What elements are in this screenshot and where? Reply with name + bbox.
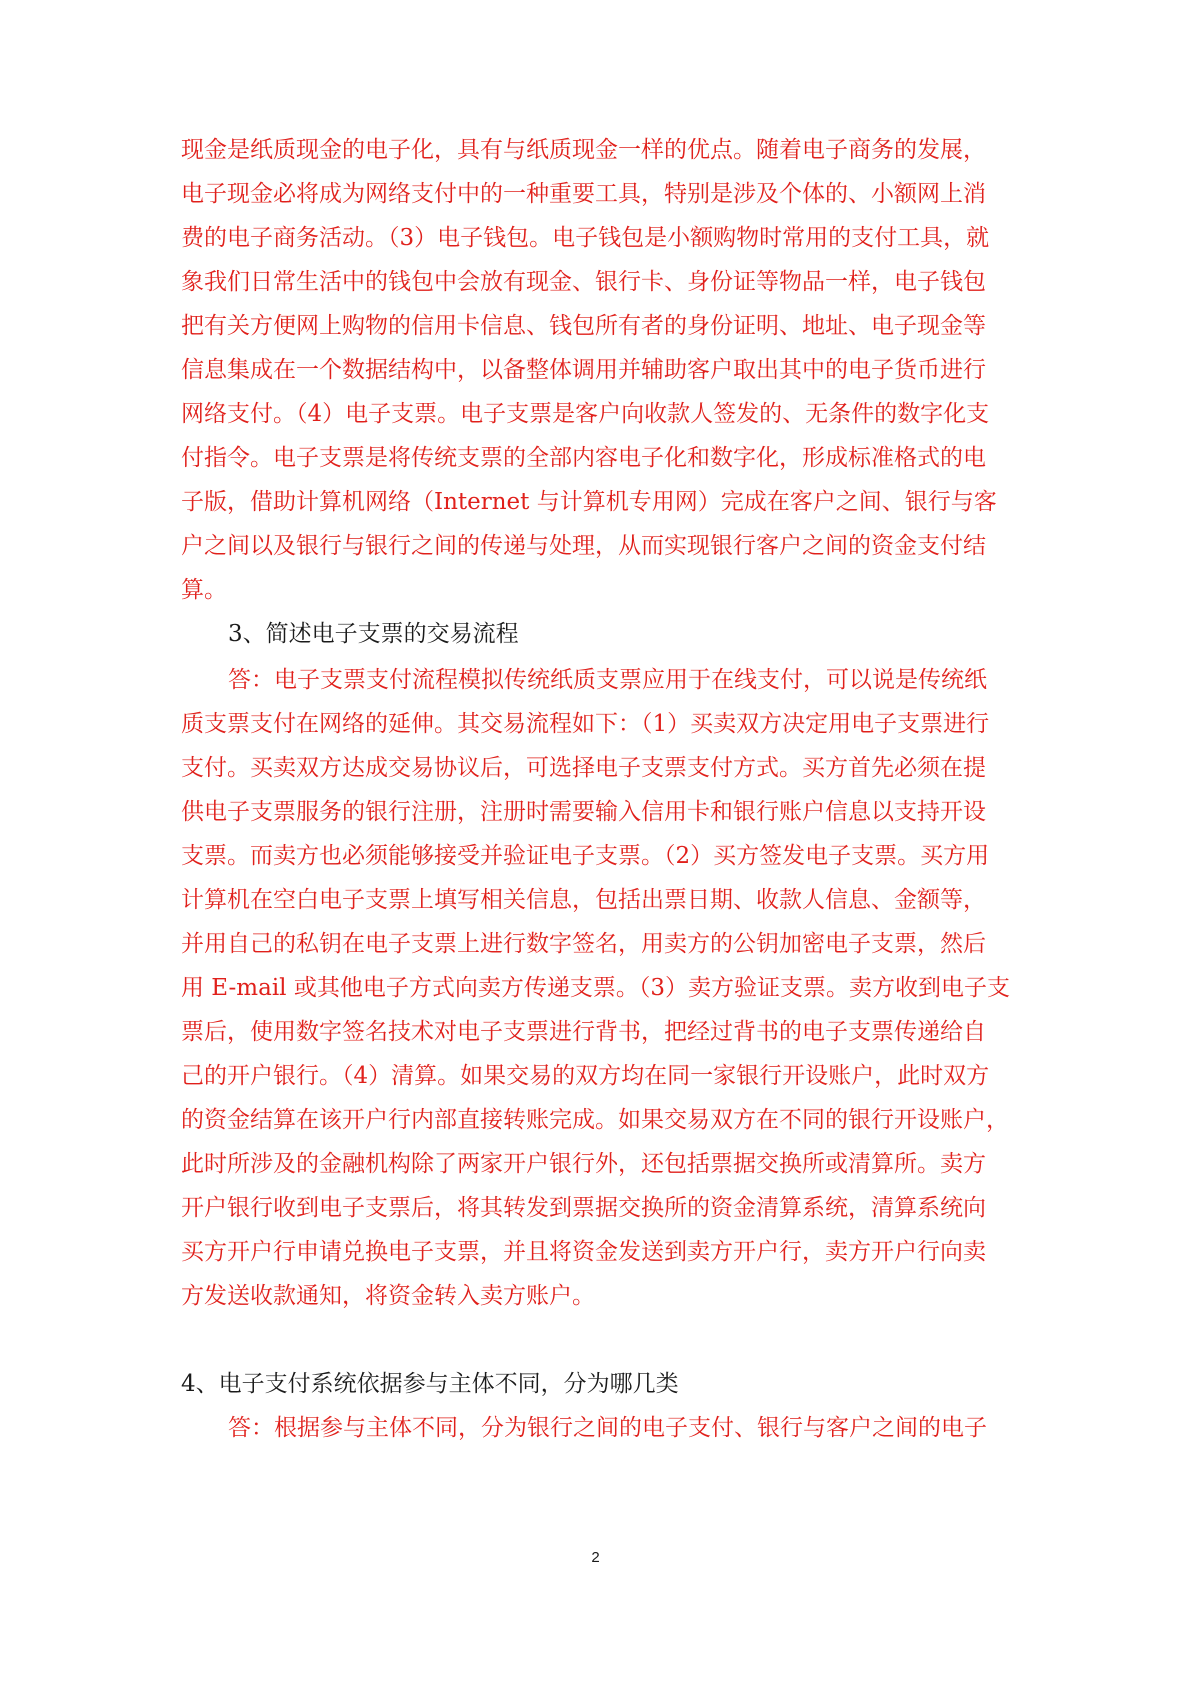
text-line: 买方开户行申请兑换电子支票，并且将资金发送到卖方开户行，卖方开户行向卖 <box>181 1239 986 1265</box>
text-line: 费的电子商务活动。（3）电子钱包。电子钱包是小额购物时常用的支付工具，就 <box>181 225 990 251</box>
text-line: 信息集成在一个数据结构中，以备整体调用并辅助客户取出其中的电子货币进行 <box>181 357 986 383</box>
text-line: 现金是纸质现金的电子化，具有与纸质现金一样的优点。随着电子商务的发展， <box>181 137 986 163</box>
text-line: 象我们日常生活中的钱包中会放有现金、银行卡、身份证等物品一样，电子钱包 <box>181 269 986 295</box>
text-line: 此时所涉及的金融机构除了两家开户银行外，还包括票据交换所或清算所。卖方 <box>181 1151 986 1177</box>
text-line: 户之间以及银行与银行之间的传递与处理，从而实现银行客户之间的资金支付结 <box>181 533 986 559</box>
text-line: 支票。而卖方也必须能够接受并验证电子支票。（2）买方签发电子支票。买方用 <box>181 843 990 869</box>
text-line: 答：电子支票支付流程模拟传统纸质支票应用于在线支付，可以说是传统纸 <box>228 667 987 693</box>
text-line: 供电子支票服务的银行注册，注册时需要输入信用卡和银行账户信息以支持开设 <box>181 799 986 825</box>
text-line: 己的开户银行。（4）清算。如果交易的双方均在同一家银行开设账户，此时双方 <box>181 1063 990 1089</box>
text-line: 并用自己的私钥在电子支票上进行数字签名，用卖方的公钥加密电子支票，然后 <box>181 931 986 957</box>
text-line: 把有关方便网上购物的信用卡信息、钱包所有者的身份证明、地址、电子现金等 <box>181 313 986 339</box>
text-line: 电子现金必将成为网络支付中的一种重要工具，特别是涉及个体的、小额网上消 <box>181 181 986 207</box>
text-line: 算。 <box>181 577 227 603</box>
text-line: 支付。买卖双方达成交易协议后，可选择电子支票支付方式。买方首先必须在提 <box>181 755 986 781</box>
text-line: 用 E-mail 或其他电子方式向卖方传递支票。（3）卖方验证支票。卖方收到电子支 <box>181 975 1010 1001</box>
text-line: 的资金结算在该开户行内部直接转账完成。如果交易双方在不同的银行开设账户， <box>181 1107 1009 1133</box>
text-line: 付指令。电子支票是将传统支票的全部内容电子化和数字化，形成标准格式的电 <box>181 445 986 471</box>
text-line: 票后，使用数字签名技术对电子支票进行背书，把经过背书的电子支票传递给自 <box>181 1019 986 1045</box>
question-4-heading: 4、电子支付系统依据参与主体不同，分为哪几类 <box>181 1371 679 1397</box>
text-line: 质支票支付在网络的延伸。其交易流程如下：（1）买卖双方决定用电子支票进行 <box>181 711 990 737</box>
text-line: 网络支付。（4）电子支票。电子支票是客户向收款人签发的、无条件的数字化支 <box>181 401 990 427</box>
text-line: 计算机在空白电子支票上填写相关信息，包括出票日期、收款人信息、金额等， <box>181 887 986 913</box>
text-line: 方发送收款通知，将资金转入卖方账户。 <box>181 1283 595 1309</box>
text-line: 答：根据参与主体不同，分为银行之间的电子支付、银行与客户之间的电子 <box>228 1415 987 1441</box>
text-line: 开户银行收到电子支票后，将其转发到票据交换所的资金清算系统，清算系统向 <box>181 1195 986 1221</box>
question-3-heading: 3、简述电子支票的交易流程 <box>228 621 519 647</box>
page-number: 2 <box>591 1549 600 1566</box>
text-line: 子版，借助计算机网络（Internet 与计算机专用网）完成在客户之间、银行与客 <box>181 489 997 515</box>
